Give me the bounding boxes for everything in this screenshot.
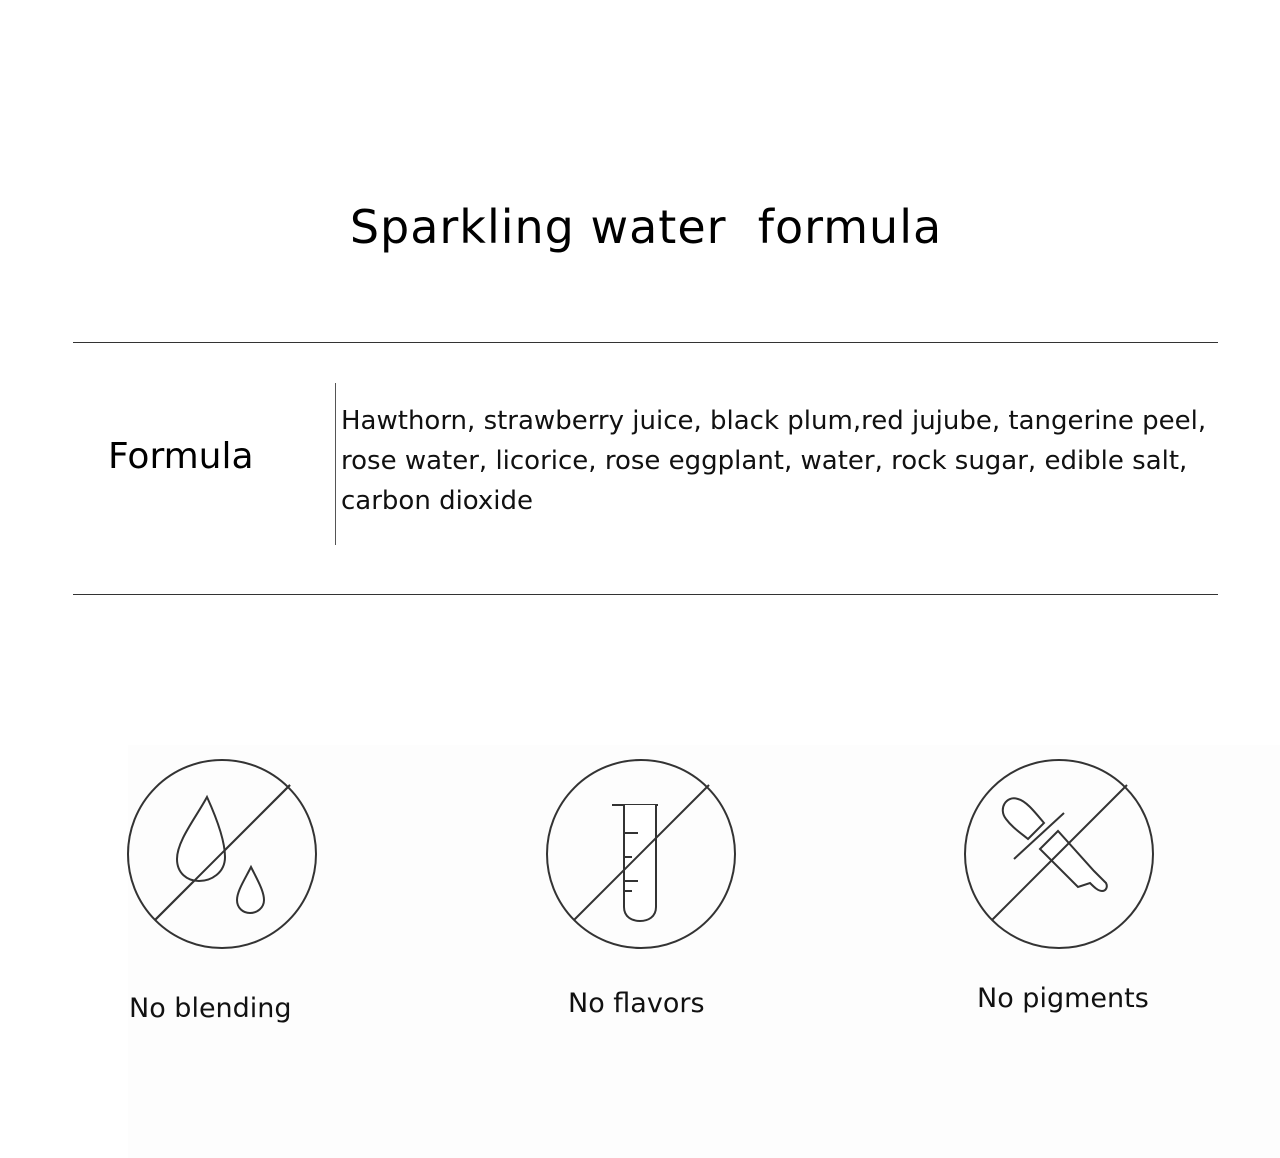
ingredient-line: carbon dioxide: [341, 486, 534, 516]
formula-label: Formula: [108, 436, 254, 477]
bottom-divider: [73, 594, 1218, 595]
ingredient-line: Hawthorn, strawberry juice, black plum,red jujube, tangerine peel,: [341, 406, 1207, 436]
badge-label-no-pigments: No pigments: [977, 983, 1149, 1014]
no-pigments-icon: [962, 757, 1156, 951]
ingredient-line: rose water, licorice, rose eggplant, water, rock sugar, edible salt,: [341, 446, 1188, 476]
ingredient-list: [341, 401, 1271, 521]
column-divider: [335, 383, 336, 545]
page-title: Sparkling water formula: [349, 200, 943, 254]
top-divider: [73, 342, 1218, 343]
no-flavors-icon: [544, 757, 738, 951]
no-blending-icon: [125, 757, 319, 951]
badge-label-no-flavors: No flavors: [568, 988, 705, 1019]
badge-label-no-blending: No blending: [129, 993, 292, 1024]
